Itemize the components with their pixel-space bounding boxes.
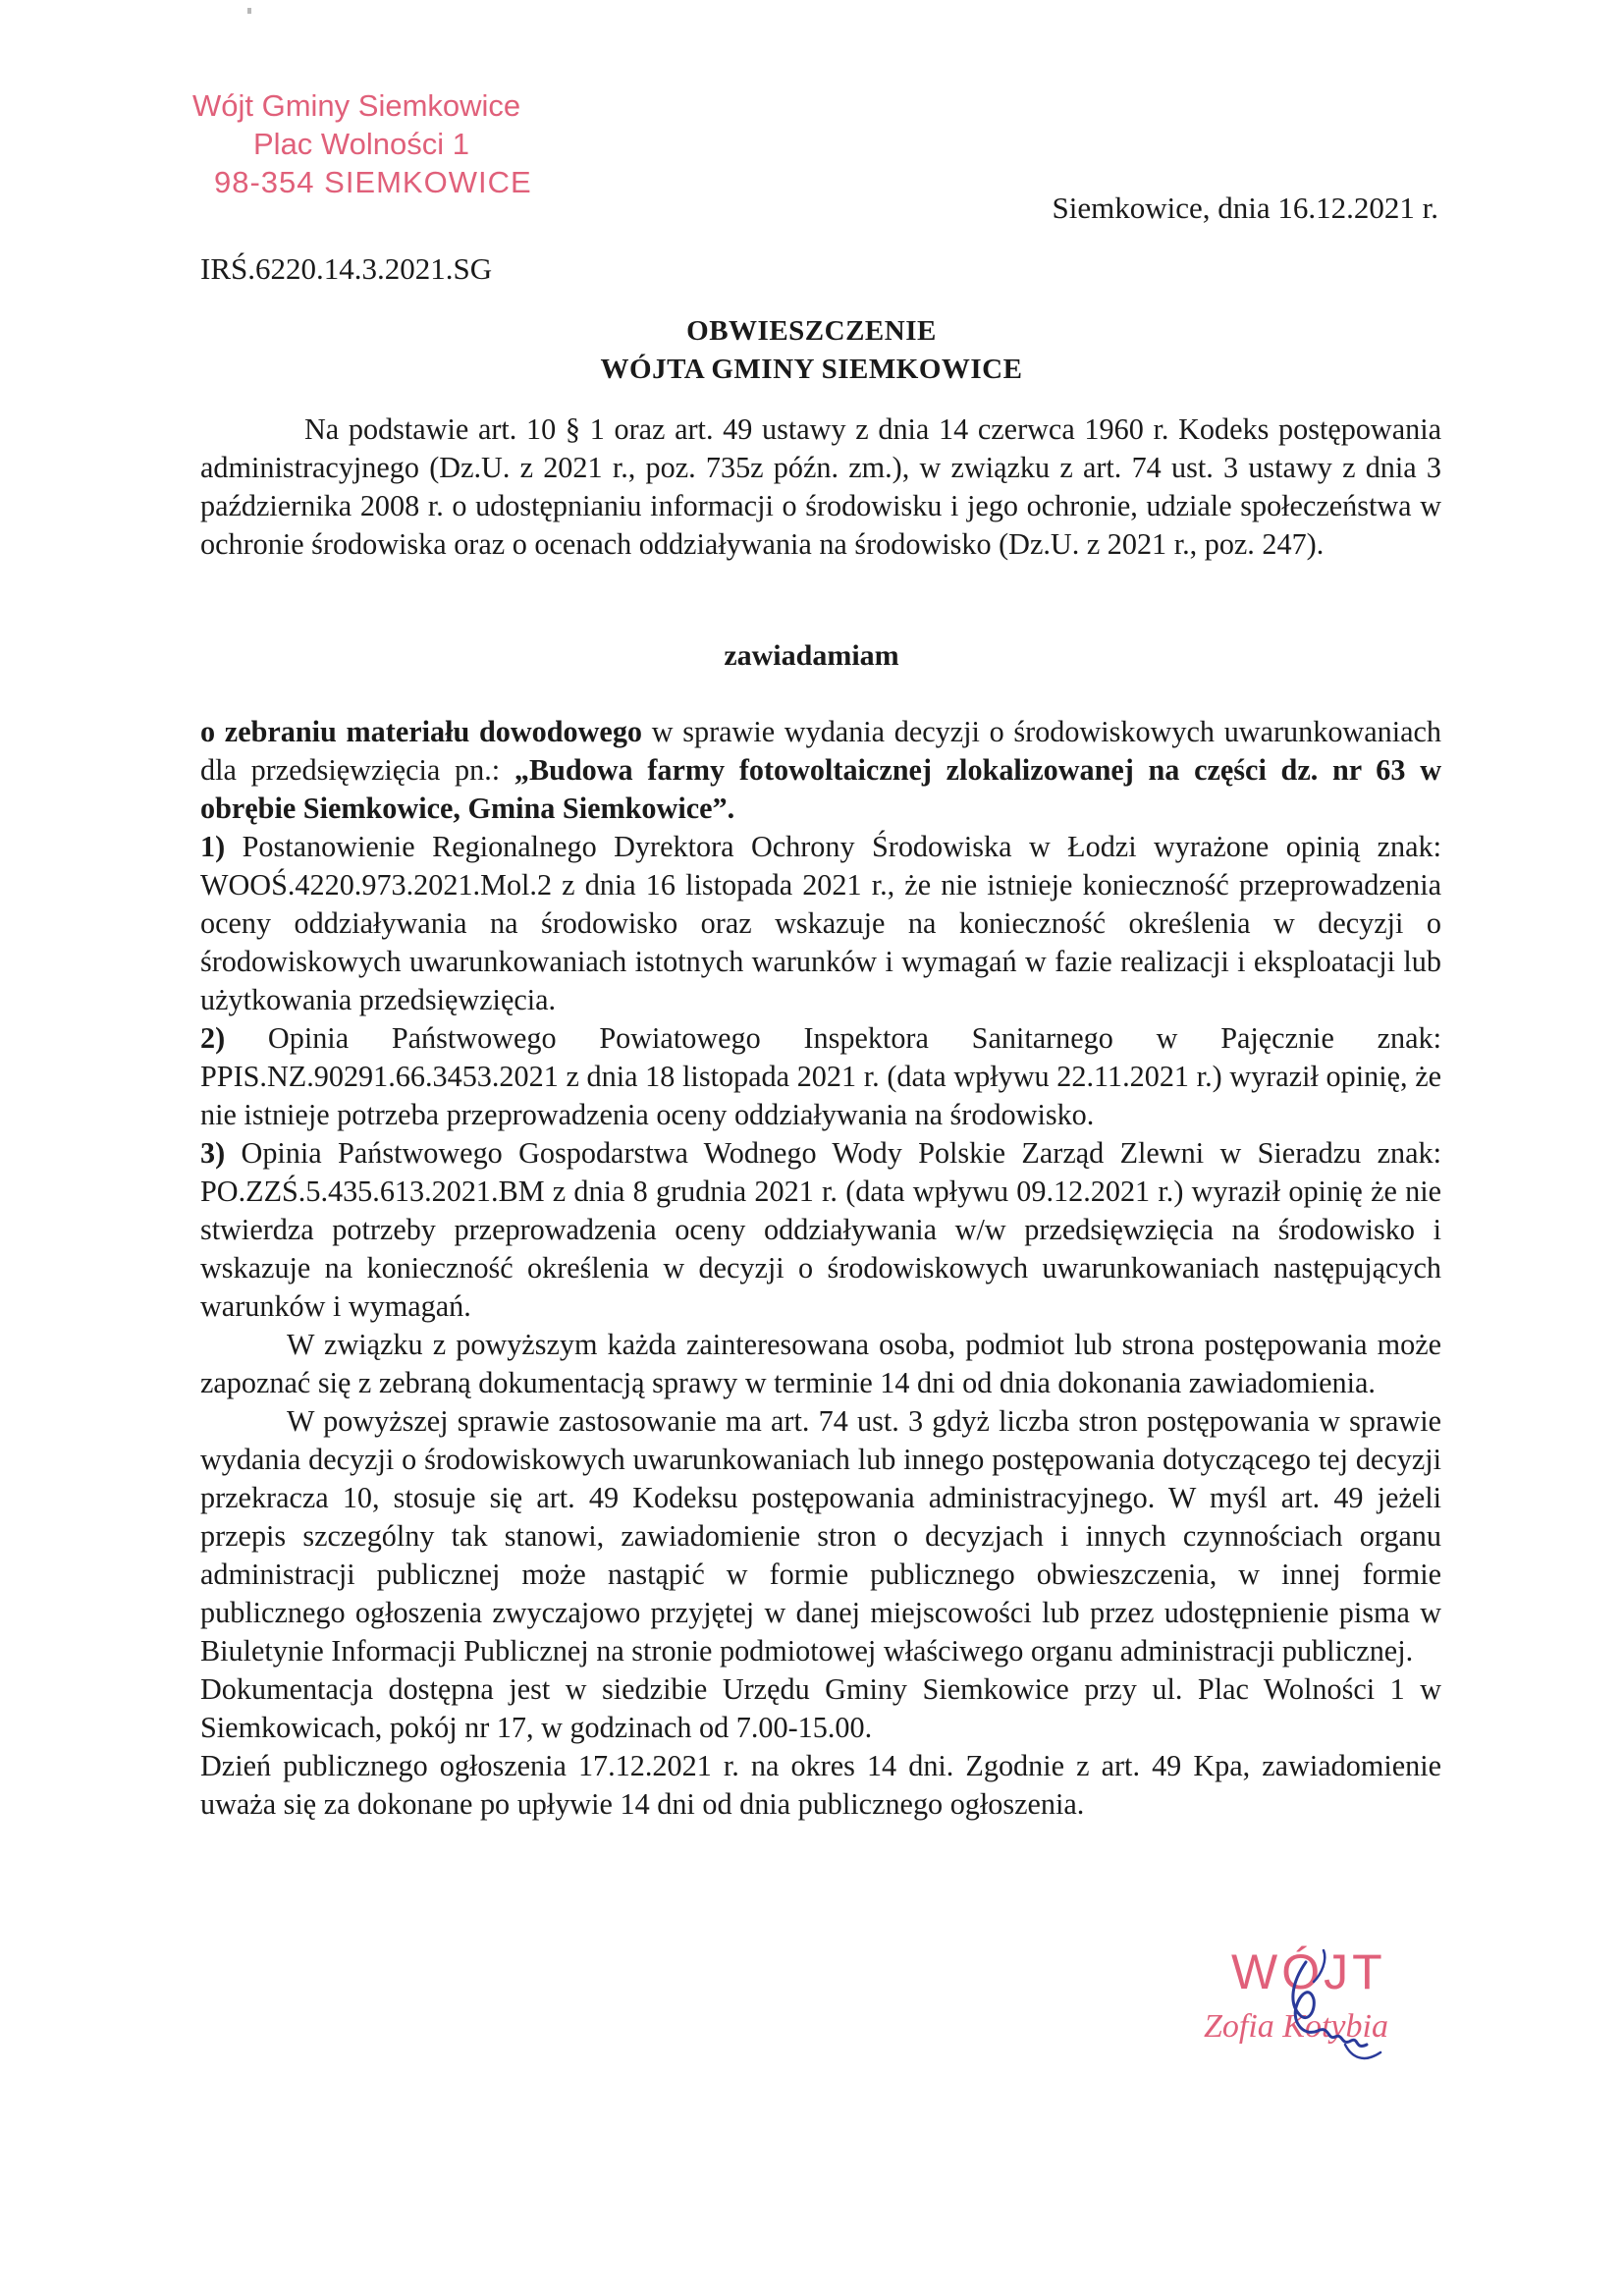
item-number: 1) [200, 830, 226, 863]
place-and-date: Siemkowice, dnia 16.12.2021 r. [1052, 191, 1438, 225]
item-text: Postanowienie Regionalnego Dyrektora Ochrony Środowiska w Łodzi wyrażone opinią znak: WOOŚ.4220.973.2021.Mol.2 z dnia 16 listopada 2021 r., że nie istnieje konieczność przeprowadzenia oceny oddziaływania na środowisko oraz wskazuje na konieczność określenia w decyzji o środowiskowych uwarunkowaniach istotnych warunków i wymagań w fazie realizacji i eksploatacji lub użytkowania przedsięwzięcia. [200, 830, 1441, 1016]
title-line-2: WÓJTA GMINY SIEMKOWICE [600, 354, 1023, 385]
subject-bold-start: o zebraniu materiału dowodowego [200, 715, 643, 748]
signature-stamp-title: WÓJT [1231, 1944, 1386, 1999]
paragraph-article-74: W powyższej sprawie zastosowanie ma art. 74 ust. 3 gdyż liczba stron postępowania w sprawie wydania decyzji o środowiskowych uwarunkowaniach lub innego postępowania dotyczącego tej decyzji przekracza 10, stosuje się art. 49 Kodeksu postępowania administracyjnego. W myśl art. 49 jeżeli przepis szczególny tak stanowi, zawiadomienie stron o decyzjach i innych czynnościach organu administracji publicznej może nastąpić w formie publicznego obwieszczenia, w innej formie publicznego ogłoszenia zwyczajowo przyjętej w danej miejscowości lub przez udostępnienie pisma w Biuletynie Informacji Publicznej na stronie podmiotowej właściwego organu administracji publicznej. [200, 1404, 1441, 1667]
list-item [200, 1134, 1441, 1326]
paragraph-announcement-date: Dzień publicznego ogłoszenia 17.12.2021 r. na okres 14 dni. Zgodnie z art. 49 Kpa, zawiadomienie uważa się za dokonane po upływie 14 dni od dnia publicznego ogłoszenia. [200, 1749, 1441, 1821]
subject-middle: w sprawie wydania decyzji o środowiskowych uwarunkowaniach dla przedsięwzięcia pn.: [200, 715, 1441, 787]
notify-heading: zawiadamiam [724, 639, 899, 672]
paragraph-documentation: Dokumentacja dostępna jest w siedzibie Urzędu Gminy Siemkowice przy ul. Plac Wolności 1 w Siemkowicach, pokój nr 17, w godzinach od 7.00-15.00. [200, 1672, 1441, 1744]
list-item [200, 828, 1441, 1019]
subject-paragraph [200, 713, 1441, 828]
office-stamp [192, 86, 566, 201]
scan-speck [247, 8, 251, 14]
stamp-line-street: Plac Wolności 1 [253, 127, 469, 161]
item-text: Opinia Państwowego Gospodarstwa Wodnego Wody Polskie Zarząd Zlewni w Sieradzu znak: PO.ZZŚ.5.435.613.2021.BM z dnia 8 grudnia 2021 r. (data wpływu 09.12.2021 r.) wyraził opinię że nie stwierdza potrzeby przeprowadzenia oceny oddziaływania w/w przedsięwzięcia na środowisko i wskazuje na konieczność określenia w decyzji o środowiskowych uwarunkowaniach następujących warunków i wymagań. [200, 1136, 1441, 1323]
signature-block [1198, 1942, 1453, 2080]
list-item [200, 1019, 1441, 1134]
item-text: Opinia Państwowego Powiatowego Inspektora Sanitarnego w Pajęcznie znak: PPIS.NZ.90291.66.3453.2021 z dnia 18 listopada 2021 r. (data wpływu 22.11.2021 r.) wyraził opinię, że nie istnieje potrzeba przeprowadzenia oceny oddziaływania na środowisko. [200, 1021, 1441, 1131]
item-number: 2) [200, 1021, 226, 1055]
stamp-line-office: Wójt Gminy Siemkowice [192, 88, 521, 123]
stamp-line-postcode: 98-354 SIEMKOWICE [214, 165, 532, 199]
opinions-list [200, 828, 1441, 1824]
document-title [0, 312, 1623, 389]
handwritten-signature [1198, 1942, 1453, 2080]
case-reference: IRŚ.6220.14.3.2021.SG [200, 251, 493, 286]
signature-stamp-name: Zofia Kotybia [1204, 2008, 1388, 2045]
legal-basis-paragraph: Na podstawie art. 10 § 1 oraz art. 49 ustawy z dnia 14 czerwca 1960 r. Kodeks postępowania administracyjnego (Dz.U. z 2021 r., poz. 735z późn. zm.), w związku z art. 74 ust. 3 ustawy z dnia 3 października 2008 r. o udostępnianiu informacji o środowisku i jego ochronie, udziale społeczeństwa w ochronie środowiska oraz o ocenach oddziaływania na środowisko (Dz.U. z 2021 r., poz. 247). [200, 412, 1441, 561]
paragraph-right-to-review: W związku z powyższym każda zainteresowana osoba, podmiot lub strona postępowania może zapoznać się z zebraną dokumentacją sprawy w terminie 14 dni od dnia dokonania zawiadomienia. [200, 1328, 1441, 1399]
item-number: 3) [200, 1136, 226, 1170]
subject-project-title: „Budowa farmy fotowoltaicznej zlokalizowanej na części dz. nr 63 w obrębie Siemkowice, Gmina Siemkowice”. [200, 753, 1441, 825]
title-line-1: OBWIESZCZENIE [686, 315, 937, 347]
